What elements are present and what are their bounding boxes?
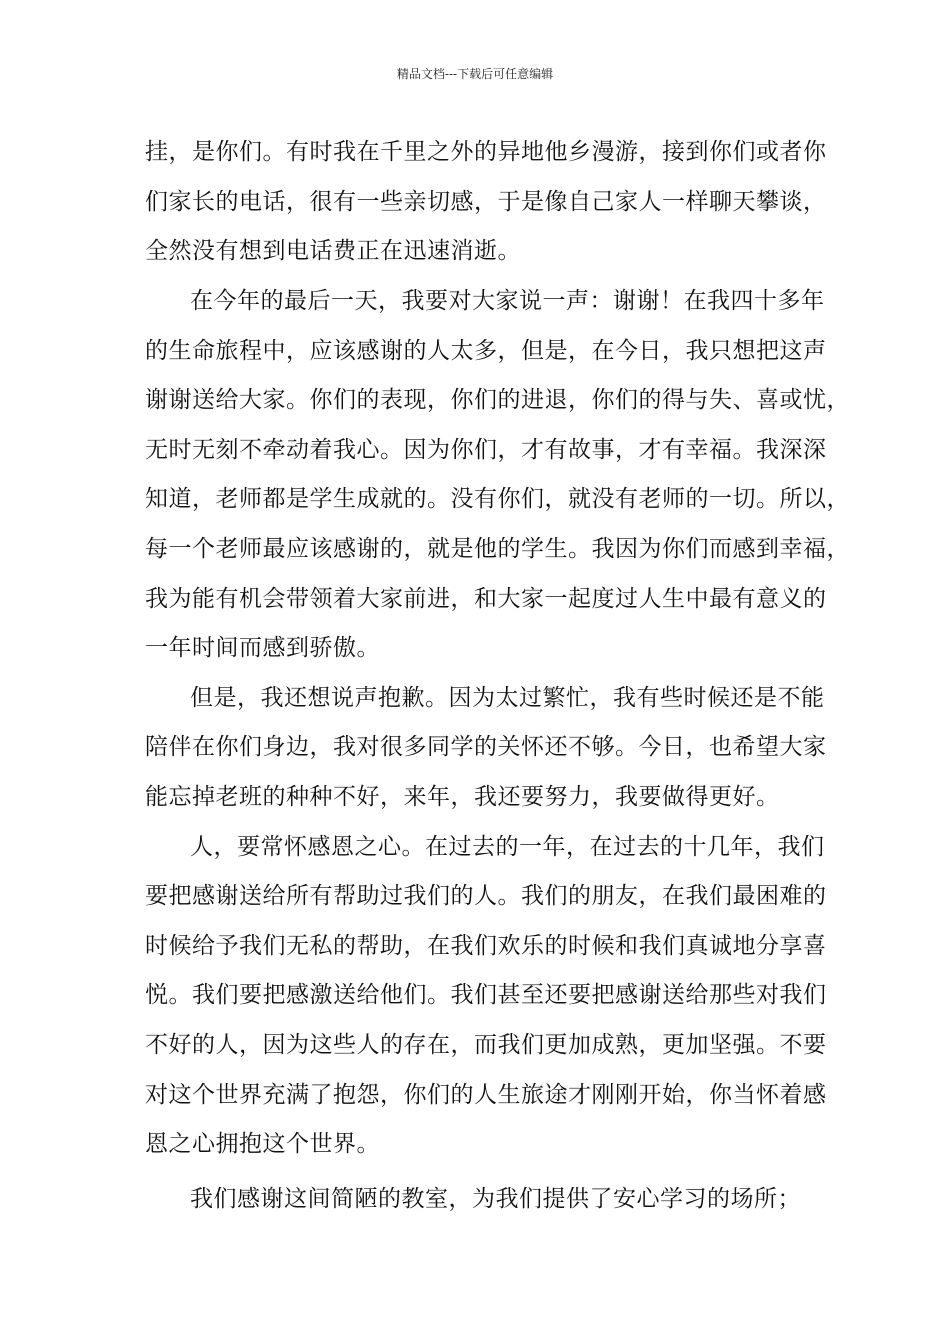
- text-line: 对这个世界充满了抱怨，你们的人生旅途才刚刚开始，你当怀着感: [145, 1082, 827, 1108]
- text-line: 的生命旅程中，应该感谢的人太多，但是，在今日，我只想把这声: [145, 338, 827, 364]
- text-line: 挂，是你们。有时我在千里之外的异地他乡漫游，接到你们或者你: [145, 139, 827, 165]
- page-header: 精品文档---下载后可任意编辑: [396, 67, 554, 81]
- text-line: 但是，我还想说声抱歉。因为太过繁忙，我有些时候还是不能: [190, 685, 825, 711]
- text-line: 时候给予我们无私的帮助，在我们欢乐的时候和我们真诚地分享喜: [145, 933, 827, 959]
- text-line: 每一个老师最应该感谢的，就是他的学生。我因为你们而感到幸福，: [145, 536, 850, 562]
- text-line: 一年时间而感到骄傲。: [145, 635, 380, 661]
- text-line: 全然没有想到电话费正在迅速消逝。: [145, 238, 521, 264]
- text-line: 要把感谢送给所有帮助过我们的人。我们的朋友，在我们最困难的: [145, 883, 827, 909]
- text-line: 我们感谢这间简陋的教室，为我们提供了安心学习的场所；: [190, 1186, 801, 1212]
- text-line: 悦。我们要把感激送给他们。我们甚至还要把感谢送给那些对我们: [145, 982, 827, 1008]
- text-line: 在今年的最后一天，我要对大家说一声：谢谢！在我四十多年: [190, 288, 825, 314]
- text-line: 能忘掉老班的种种不好，来年，我还要努力，我要做得更好。: [145, 784, 780, 810]
- text-line: 我为能有机会带领着大家前进，和大家一起度过人生中最有意义的: [145, 586, 827, 612]
- text-line: 不好的人，因为这些人的存在，而我们更加成熟，更加坚强。不要: [145, 1032, 827, 1058]
- text-line: 无时无刻不牵动着我心。因为你们，才有故事，才有幸福。我深深: [145, 437, 827, 463]
- text-line: 知道，老师都是学生成就的。没有你们，就没有老师的一切。所以，: [145, 486, 850, 512]
- text-line: 恩之心拥抱这个世界。: [145, 1131, 380, 1157]
- text-line: 谢谢送给大家。你们的表现，你们的进退，你们的得与失、喜或忧，: [145, 387, 850, 413]
- text-line: 陪伴在你们身边，我对很多同学的关怀还不够。今日，也希望大家: [145, 734, 827, 760]
- text-line: 们家长的电话，很有一些亲切感，于是像自己家人一样聊天攀谈，: [145, 189, 827, 215]
- text-line: 人，要常怀感恩之心。在过去的一年，在过去的十几年，我们: [190, 834, 825, 860]
